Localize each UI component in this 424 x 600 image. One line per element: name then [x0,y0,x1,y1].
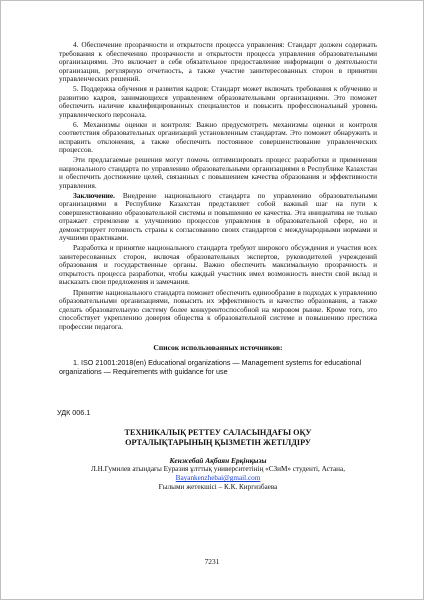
article-title [59,428,377,448]
paragraph-development: Разработка и принятие национального стандарта требуют широкого обсуждения и участия всех заинтересованных сторон, включая образовательных экспертов, руководителей учреждений образования и государственные органы. Важно обеспечить максимальную прозрачность и открытость процесса разработки, чтобы каждый участник имел возможность внести свой вклад и высказать свои предложения и замечания. [59,243,377,287]
author-affiliation: Л.Н.Гумилев атындағы Еуразия ұлттық университетінің «СЗиМ» студенті, Астана, [90,465,346,474]
author-email-link[interactable]: Bayankenzhebai@gmail.com [175,474,261,483]
supervisor-line: Ғылыми жетекшісі – К.К. Киргизбаева [158,483,278,492]
paragraph-conclusion [59,192,377,243]
paragraph-staff-training: 5. Поддержка обучения и развития кадров: Стандарт может включать требования к обучению и развитию кадров, занимающихся управлением образовательными организациями. Это поможет обеспечить наличие квалифицированных специалистов и повысить профессиональный уровень управленческого персонала. [59,84,377,119]
article-title-line-2: ОРТАЛЫҚТАРЫНЫҢ ҚЫЗМЕТІН ЖЕТІЛДІРУ [125,438,311,448]
author-name: Кенжебай Ақбаян Ерқінқызы [169,456,267,466]
reference-item: 1. ISO 21001:2018(en) Educational organizations — Management systems for educational organizations — Requirements with guidance for use [59,358,362,376]
paragraph-adoption: Принятие национального стандарта поможет обеспечить единообразие в подходах к управлению образовательными организациями, повысить их эффективность и качество образования, а также сделать образовательную систему более конкурентоспособной на мировом рынке. Кроме того, это способствует укреплению доверия общества к образовательной системе и повышению престижа профессии педагога. [59,287,377,331]
conclusion-text: Внедрение национального стандарта по управлению образовательными организациями в Республике Казахстан представляет собой важный шаг на пути к совершенствованию образовательной системы и повышению ее качества. Эта инициатива не только отражает стремление к улучшению процессов управления в образовательной сфере, но и демонстрирует готовность страны к согласованию своих стандартов с международными нормами и лучшими практиками. [59,190,377,243]
references-title: Список использованных источников: [153,343,283,353]
article-title-line-1: ТЕХНИКАЛЫҚ РЕТТЕУ САЛАСЫНДАҒЫ ОҚУ [124,428,312,438]
conclusion-lead: Заключение. [73,190,115,200]
paragraph-transparency: 4. Обеспечение прозрачности и открытости процесса управления: Стандарт должен содержать требования к обеспечению прозрачности и открытости процесса управления образовательными организациями. Это включает в себя обязательное предоставление информации о деятельности организации, регулярную отчетность, а также участие заинтересованных сторон в принятии управленческих решений. [59,40,377,83]
udk-code: УДК 006.1 [57,408,91,418]
paragraph-evaluation: 6. Механизмы оценки и контроля: Важно предусмотреть механизмы оценки и контроля соответствия образовательных организаций установленным стандартам. Это поможет обнаружить и исправить отклонения, а также обеспечить постоянное совершенствование управленческих процессов. [59,119,377,155]
body-text [59,41,377,331]
paragraph-proposed-solutions: Эти предлагаемые решения могут помочь оптимизировать процесс разработки и применения национального стандарта по управлению образовательными организациями в Республике Казахстан и обеспечить достижение целей, связанных с повышением качества образования и эффективности управления. [59,155,377,190]
page-number: 7231 [204,557,220,566]
